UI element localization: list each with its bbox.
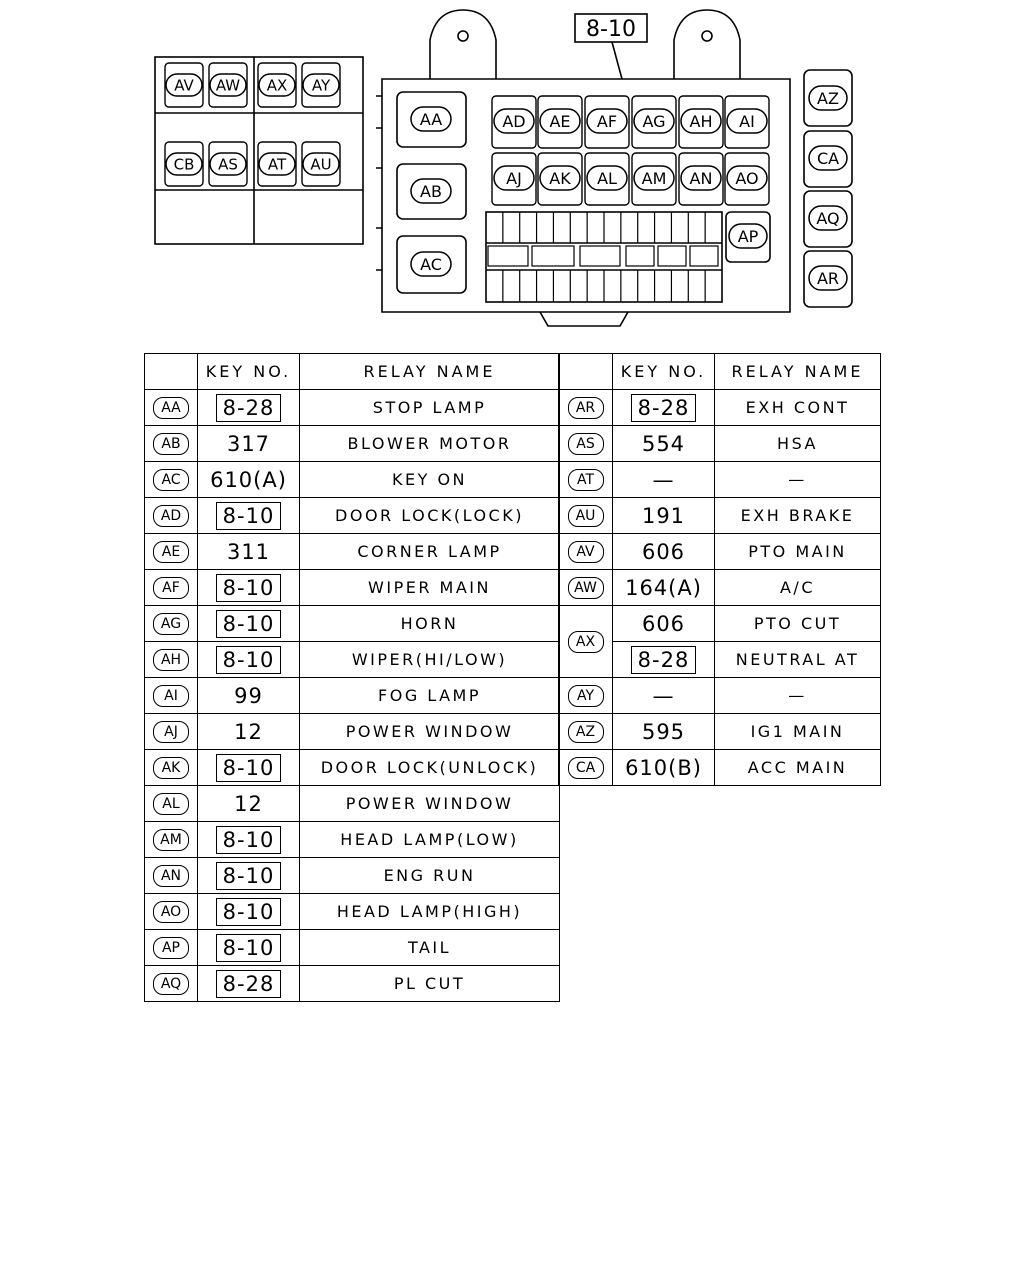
relay-id-cell	[145, 498, 198, 534]
table-row	[145, 966, 560, 1002]
relay-name-cell: HEAD LAMP(HIGH)	[300, 894, 560, 930]
table-row	[559, 714, 881, 750]
relay-id-badge: AF	[153, 577, 189, 599]
table-row	[559, 426, 881, 462]
key-no-cell	[198, 678, 300, 714]
relay-id-cell	[145, 930, 198, 966]
key-no: 164(A)	[625, 575, 702, 600]
key-no: 8-10	[216, 610, 282, 638]
svg-text:AT: AT	[267, 155, 287, 174]
relay-badge-at	[259, 153, 295, 175]
svg-text:AR: AR	[816, 268, 840, 288]
relay-id-badge: AL	[153, 793, 189, 815]
key-no: 8-10	[216, 898, 282, 926]
svg-text:AG: AG	[642, 111, 666, 131]
key-no: 99	[234, 683, 263, 708]
relay-id-badge: AC	[153, 469, 189, 491]
relay-id-badge: AK	[153, 757, 189, 779]
svg-text:CB: CB	[173, 155, 195, 174]
key-no-cell	[198, 534, 300, 570]
relay-badge-ao	[727, 166, 767, 190]
relay-id-cell	[559, 750, 613, 786]
relay-name-cell: BLOWER MOTOR	[300, 426, 560, 462]
relay-id-badge: AE	[153, 541, 189, 563]
key-no: 191	[641, 503, 686, 528]
relay-name-cell: DOOR LOCK(UNLOCK)	[300, 750, 560, 786]
relay-id-cell	[145, 462, 198, 498]
relay-id-badge: AV	[568, 541, 604, 563]
relay-name-cell: WIPER(HI/LOW)	[300, 642, 560, 678]
relay-badge-av	[166, 74, 202, 96]
key-no: 8-10	[216, 754, 282, 782]
svg-text:AJ: AJ	[506, 168, 522, 188]
table-row	[145, 822, 560, 858]
relay-id-badge: AX	[568, 631, 604, 653]
relay-name-cell: PL CUT	[300, 966, 560, 1002]
relay-name-cell: STOP LAMP	[300, 390, 560, 426]
key-no: 8-10	[216, 826, 282, 854]
table-row	[145, 930, 560, 966]
key-no: 8-10	[216, 934, 282, 962]
relay-id-badge: AP	[153, 937, 189, 959]
header-key-no: KEY NO.	[613, 354, 715, 390]
key-no: 12	[234, 719, 263, 744]
key-no-cell	[198, 966, 300, 1002]
table-row	[559, 462, 881, 498]
relay-id-badge: AH	[153, 649, 189, 671]
relay-id-cell	[559, 462, 613, 498]
table-row	[559, 606, 881, 642]
relay-id-badge: AU	[568, 505, 604, 527]
relay-badge-ac	[411, 252, 451, 276]
key-no-cell	[613, 462, 715, 498]
relay-badge-an	[681, 166, 721, 190]
relay-name-cell: CORNER LAMP	[300, 534, 560, 570]
relay-id-cell	[145, 714, 198, 750]
key-no: 8-10	[216, 862, 282, 890]
key-no-cell	[198, 930, 300, 966]
key-no-cell	[198, 498, 300, 534]
relay-badge-au	[303, 153, 339, 175]
relay-badge-ah	[681, 109, 721, 133]
key-no-cell	[613, 642, 715, 678]
relay-badge-aw	[210, 74, 246, 96]
table-row	[145, 390, 560, 426]
relay-id-cell	[559, 570, 613, 606]
svg-text:AU: AU	[310, 155, 332, 174]
key-no: 610(B)	[625, 755, 702, 780]
svg-text:AW: AW	[215, 76, 241, 95]
key-no-cell	[613, 534, 715, 570]
key-no-cell	[613, 390, 715, 426]
relay-id-badge: AA	[153, 397, 189, 419]
relay-id-badge: AQ	[153, 973, 189, 995]
table-row	[145, 498, 560, 534]
key-no-cell	[198, 714, 300, 750]
key-no: 8-10	[216, 574, 282, 602]
relay-badge-ai	[727, 109, 767, 133]
key-no-cell	[198, 390, 300, 426]
relay-name-cell: KEY ON	[300, 462, 560, 498]
key-no: 317	[226, 431, 271, 456]
relay-name-cell: IG1 MAIN	[715, 714, 881, 750]
relay-name-cell: PTO MAIN	[715, 534, 881, 570]
relay-id-cell	[145, 786, 198, 822]
svg-text:AX: AX	[266, 76, 288, 95]
relay-id-badge: AM	[153, 829, 189, 851]
relay-badge-aa	[411, 107, 451, 131]
relay-name-cell: ENG RUN	[300, 858, 560, 894]
relay-id-badge: AT	[568, 469, 604, 491]
relay-id-badge: AO	[153, 901, 189, 923]
relay-name-cell: PTO CUT	[715, 606, 881, 642]
header-relay-name: RELAY NAME	[300, 354, 560, 390]
key-no: 610(A)	[210, 467, 287, 492]
key-no: 554	[641, 431, 686, 456]
table-row	[145, 642, 560, 678]
key-no: 8-10	[216, 502, 282, 530]
relay-name-cell: NEUTRAL AT	[715, 642, 881, 678]
callout-label: 8-10	[586, 17, 636, 42]
table-row	[559, 570, 881, 606]
svg-text:AD: AD	[502, 111, 526, 131]
key-no-cell	[613, 678, 715, 714]
table-row	[145, 570, 560, 606]
key-no: 8-28	[631, 394, 697, 422]
key-no-cell	[198, 894, 300, 930]
relay-id-badge: AW	[568, 577, 604, 599]
relay-name-cell: TAIL	[300, 930, 560, 966]
relay-badge-aq	[809, 206, 847, 230]
relay-name-cell: —	[715, 678, 881, 714]
table-row	[145, 714, 560, 750]
svg-text:AA: AA	[419, 109, 443, 129]
relay-id-badge: AJ	[153, 721, 189, 743]
relay-box-diagram	[0, 0, 1024, 330]
key-no-cell	[613, 498, 715, 534]
table-row	[145, 606, 560, 642]
relay-name-cell: POWER WINDOW	[300, 786, 560, 822]
svg-text:AE: AE	[549, 111, 571, 131]
svg-text:AQ: AQ	[816, 208, 840, 228]
relay-badge-ag	[634, 109, 674, 133]
relay-badge-ak	[540, 166, 580, 190]
relay-id-cell	[145, 390, 198, 426]
table-row	[559, 750, 881, 786]
key-no: 8-28	[216, 970, 282, 998]
key-no-cell	[198, 426, 300, 462]
key-no-cell	[198, 606, 300, 642]
key-no-cell	[198, 570, 300, 606]
relay-badge-ar	[809, 266, 847, 290]
table-row	[145, 462, 560, 498]
relay-id-cell	[559, 606, 613, 678]
header-relay-name: RELAY NAME	[715, 354, 881, 390]
svg-text:AN: AN	[689, 168, 713, 188]
table-row	[559, 498, 881, 534]
key-no-cell	[198, 462, 300, 498]
relay-id-badge: AY	[568, 685, 604, 707]
relay-badge-ad	[494, 109, 534, 133]
relay-id-cell	[145, 534, 198, 570]
key-no: 595	[641, 719, 686, 744]
relay-id-badge: AI	[153, 685, 189, 707]
relay-table-right	[558, 353, 881, 786]
key-no: 8-28	[631, 646, 697, 674]
relay-id-cell	[145, 750, 198, 786]
relay-id-cell	[559, 678, 613, 714]
svg-text:AM: AM	[641, 168, 667, 188]
relay-badge-ca	[809, 146, 847, 170]
table-row	[145, 786, 560, 822]
key-no: 12	[234, 791, 263, 816]
relay-name-cell: HSA	[715, 426, 881, 462]
table-row	[559, 534, 881, 570]
key-no-cell	[613, 750, 715, 786]
relay-id-cell	[559, 534, 613, 570]
header-key-no: KEY NO.	[198, 354, 300, 390]
table-row	[145, 858, 560, 894]
svg-text:AP: AP	[737, 226, 759, 246]
relay-badge-ap	[729, 224, 767, 248]
svg-text:AF: AF	[596, 111, 618, 131]
relay-id-badge: AR	[568, 397, 604, 419]
svg-text:CA: CA	[816, 148, 840, 168]
relay-badge-aj	[494, 166, 534, 190]
relay-id-cell	[145, 894, 198, 930]
svg-text:AY: AY	[311, 76, 331, 95]
svg-text:AL: AL	[597, 168, 617, 188]
relay-id-cell	[145, 606, 198, 642]
table-row	[145, 894, 560, 930]
relay-id-cell	[145, 966, 198, 1002]
relay-badge-ay	[303, 74, 339, 96]
relay-id-badge: AS	[568, 433, 604, 455]
relay-id-cell	[145, 570, 198, 606]
relay-name-cell: A/C	[715, 570, 881, 606]
table-row	[145, 678, 560, 714]
table-row	[145, 750, 560, 786]
relay-badge-ae	[540, 109, 580, 133]
svg-text:AH: AH	[689, 111, 713, 131]
key-no: —	[652, 683, 675, 708]
relay-id-badge: CA	[568, 757, 604, 779]
relay-id-cell	[145, 858, 198, 894]
relay-id-cell	[559, 498, 613, 534]
key-no: —	[652, 467, 675, 492]
relay-name-cell: HORN	[300, 606, 560, 642]
key-no-cell	[198, 786, 300, 822]
relay-id-badge: AN	[153, 865, 189, 887]
svg-text:AK: AK	[549, 168, 571, 188]
svg-text:AV: AV	[174, 76, 194, 95]
relay-name-cell: EXH CONT	[715, 390, 881, 426]
relay-name-cell: EXH BRAKE	[715, 498, 881, 534]
relay-id-cell	[559, 426, 613, 462]
svg-text:AB: AB	[420, 181, 442, 201]
relay-name-cell: POWER WINDOW	[300, 714, 560, 750]
relay-id-cell	[145, 822, 198, 858]
table-row	[145, 534, 560, 570]
svg-text:AZ: AZ	[817, 88, 839, 108]
table-row	[559, 678, 881, 714]
svg-text:AC: AC	[420, 254, 442, 274]
key-no: 311	[226, 539, 271, 564]
relay-badge-af	[587, 109, 627, 133]
key-no: 606	[641, 539, 686, 564]
relay-badge-al	[587, 166, 627, 190]
relay-id-badge: AZ	[568, 721, 604, 743]
relay-id-badge: AB	[153, 433, 189, 455]
callout-8-10	[575, 14, 647, 42]
svg-text:AI: AI	[739, 111, 755, 131]
relay-name-cell: FOG LAMP	[300, 678, 560, 714]
relay-badge-cb	[166, 153, 202, 175]
relay-badge-az	[809, 86, 847, 110]
key-no: 8-10	[216, 646, 282, 674]
key-no: 606	[641, 611, 686, 636]
relay-table-left	[144, 353, 560, 1002]
header-blank	[145, 354, 198, 390]
relay-id-badge: AG	[153, 613, 189, 635]
key-no-cell	[613, 606, 715, 642]
relay-id-cell	[145, 642, 198, 678]
relay-id-badge: AD	[153, 505, 189, 527]
relay-name-cell: WIPER MAIN	[300, 570, 560, 606]
relay-id-cell	[559, 390, 613, 426]
relay-name-cell: —	[715, 462, 881, 498]
table-row	[559, 390, 881, 426]
svg-text:AS: AS	[218, 155, 238, 174]
svg-text:AO: AO	[735, 168, 759, 188]
key-no-cell	[198, 858, 300, 894]
key-no-cell	[198, 642, 300, 678]
key-no: 8-28	[216, 394, 282, 422]
table-row	[145, 426, 560, 462]
key-no-cell	[198, 822, 300, 858]
relay-name-cell: DOOR LOCK(LOCK)	[300, 498, 560, 534]
relay-name-cell: ACC MAIN	[715, 750, 881, 786]
relay-badge-ax	[259, 74, 295, 96]
key-no-cell	[613, 714, 715, 750]
relay-badge-as	[210, 153, 246, 175]
relay-name-cell: HEAD LAMP(LOW)	[300, 822, 560, 858]
key-no-cell	[613, 426, 715, 462]
relay-badge-ab	[411, 179, 451, 203]
key-no-cell	[613, 570, 715, 606]
key-no-cell	[198, 750, 300, 786]
relay-id-cell	[559, 714, 613, 750]
header-blank	[559, 354, 613, 390]
relay-id-cell	[145, 426, 198, 462]
relay-id-cell	[145, 678, 198, 714]
relay-badge-am	[634, 166, 674, 190]
